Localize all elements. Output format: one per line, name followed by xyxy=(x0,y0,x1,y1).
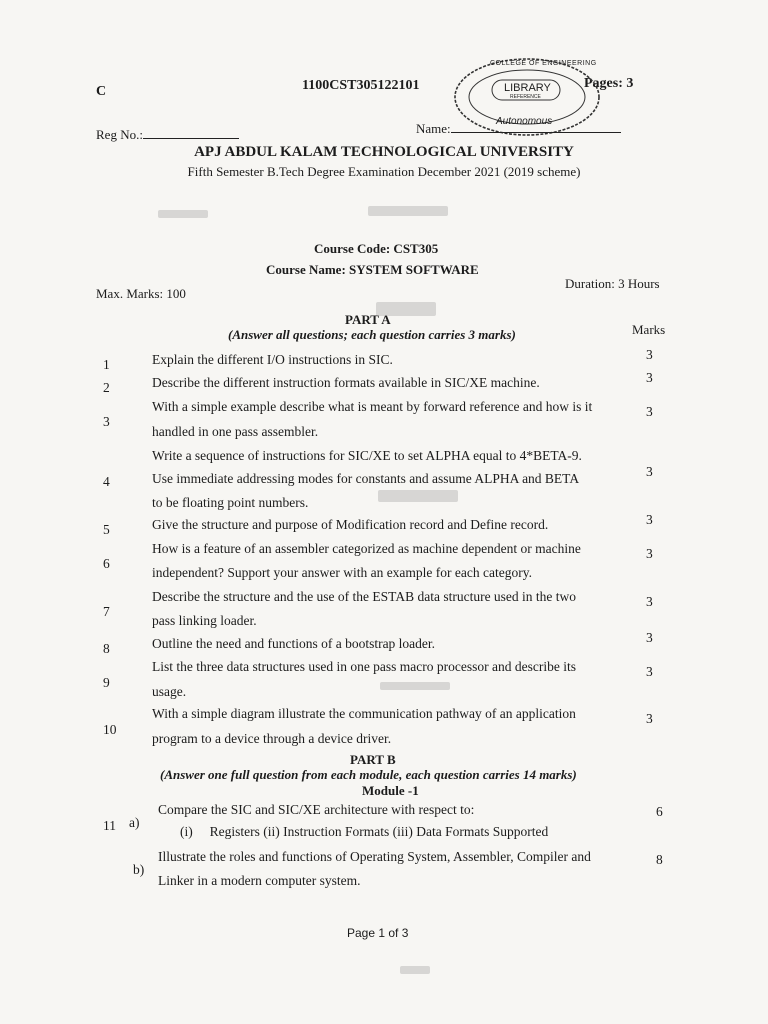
question-text: Give the structure and purpose of Modification record and Define record. xyxy=(152,517,549,532)
question-marks: 3 xyxy=(646,464,653,479)
duration: Duration: 3 Hours xyxy=(565,276,660,291)
question-number: 10 xyxy=(103,722,117,737)
max-marks: Max. Marks: 100 xyxy=(96,286,186,301)
reg-no-label: Reg No.: xyxy=(96,127,143,142)
question-number: 8 xyxy=(103,641,110,656)
question-marks: 3 xyxy=(646,546,653,561)
name-row xyxy=(416,121,621,137)
subquestion-label-a: a) xyxy=(129,815,140,830)
question-number: 11 xyxy=(103,818,116,833)
question-marks: 3 xyxy=(646,370,653,385)
question-marks: 3 xyxy=(646,404,653,419)
module-heading: Module -1 xyxy=(362,783,419,798)
question-text: to be floating point numbers. xyxy=(152,495,309,510)
question-text: Write a sequence of instructions for SIC/XE to set ALPHA equal to 4*BETA-9. xyxy=(152,448,582,463)
question-text: Illustrate the roles and functions of Operating System, Assembler, Compiler and xyxy=(158,849,591,864)
page-footer: Page 1 of 3 xyxy=(347,926,409,940)
question-text: program to a device through a device driver. xyxy=(152,731,392,746)
scan-smudge xyxy=(158,210,208,218)
question-marks: 3 xyxy=(646,664,653,679)
stamp-top-text: COLLEGE OF ENGINEERING xyxy=(490,60,597,67)
stamp-bottom-text: Autonomous xyxy=(496,116,553,127)
question-text: usage. xyxy=(152,684,187,699)
exam-title: Fifth Semester B.Tech Degree Examination December 2021 (2019 scheme) xyxy=(187,164,581,179)
question-marks: 3 xyxy=(646,347,653,362)
scan-smudge xyxy=(400,966,430,974)
question-marks: 3 xyxy=(646,630,653,645)
question-number: 7 xyxy=(103,604,110,619)
question-marks: 6 xyxy=(656,804,663,819)
question-number: 4 xyxy=(103,474,110,489)
scan-smudge xyxy=(376,302,436,316)
question-number: 1 xyxy=(103,357,110,372)
question-marks: 3 xyxy=(646,594,653,609)
question-text: Describe the different instruction formats available in SIC/XE machine. xyxy=(152,375,540,390)
question-text: pass linking loader. xyxy=(152,613,257,628)
question-marks: 3 xyxy=(646,711,653,726)
stamp-center-subtext: REFERENCE xyxy=(510,94,541,100)
reg-no xyxy=(96,127,239,143)
scan-smudge xyxy=(378,490,458,502)
question-text: With a simple diagram illustrate the communication pathway of an application xyxy=(152,706,576,721)
part-a-instruction: (Answer all questions; each question carries 3 marks) xyxy=(228,327,516,342)
name-label: Name: xyxy=(416,121,451,136)
series-letter: C xyxy=(96,84,107,99)
question-text: (i) Registers (ii) Instruction Formats (iii) Data Formats Supported xyxy=(180,824,549,839)
question-number: 9 xyxy=(103,675,110,690)
part-b-instruction: (Answer one full question from each module, each question carries 14 marks) xyxy=(160,767,577,782)
reg-no-blank xyxy=(143,127,239,139)
scan-smudge xyxy=(380,682,450,690)
question-number: 5 xyxy=(103,522,110,537)
question-text: Describe the structure and the use of the ESTAB data structure used in the two xyxy=(152,589,577,604)
name-blank xyxy=(451,121,621,133)
question-number: 6 xyxy=(103,556,110,571)
marks-header: Marks xyxy=(632,322,666,337)
question-text: Explain the different I/O instructions in SIC. xyxy=(152,352,393,367)
question-text: Linker in a modern computer system. xyxy=(158,873,361,888)
course-code: Course Code: CST305 xyxy=(314,241,439,256)
part-a-title: PART A xyxy=(345,312,391,327)
question-number: 2 xyxy=(103,380,110,395)
question-text: How is a feature of an assembler categorized as machine dependent or machine xyxy=(152,541,581,556)
question-marks: 8 xyxy=(656,852,663,867)
paper-code: 1100CST305122101 xyxy=(302,78,420,93)
question-text: With a simple example describe what is meant by forward reference and how is it xyxy=(152,399,593,414)
scan-smudge xyxy=(368,206,448,216)
university-name: APJ ABDUL KALAM TECHNOLOGICAL UNIVERSITY xyxy=(194,144,574,160)
question-marks: 3 xyxy=(646,512,653,527)
course-name: Course Name: SYSTEM SOFTWARE xyxy=(266,262,479,277)
part-b-title: PART B xyxy=(350,752,396,767)
question-text: Use immediate addressing modes for constants and assume ALPHA and BETA xyxy=(152,471,580,486)
question-text: Compare the SIC and SIC/XE architecture with respect to: xyxy=(158,802,475,817)
question-text: handled in one pass assembler. xyxy=(152,424,319,439)
question-number: 3 xyxy=(103,414,110,429)
question-text: Outline the need and functions of a bootstrap loader. xyxy=(152,636,436,651)
subquestion-label-b: b) xyxy=(133,862,145,877)
stamp-center-text: LIBRARY xyxy=(504,82,551,94)
question-text: List the three data structures used in one pass macro processor and describe its xyxy=(152,659,576,674)
question-text: independent? Support your answer with an example for each category. xyxy=(152,565,532,580)
pages-count: Pages: 3 xyxy=(584,76,634,91)
